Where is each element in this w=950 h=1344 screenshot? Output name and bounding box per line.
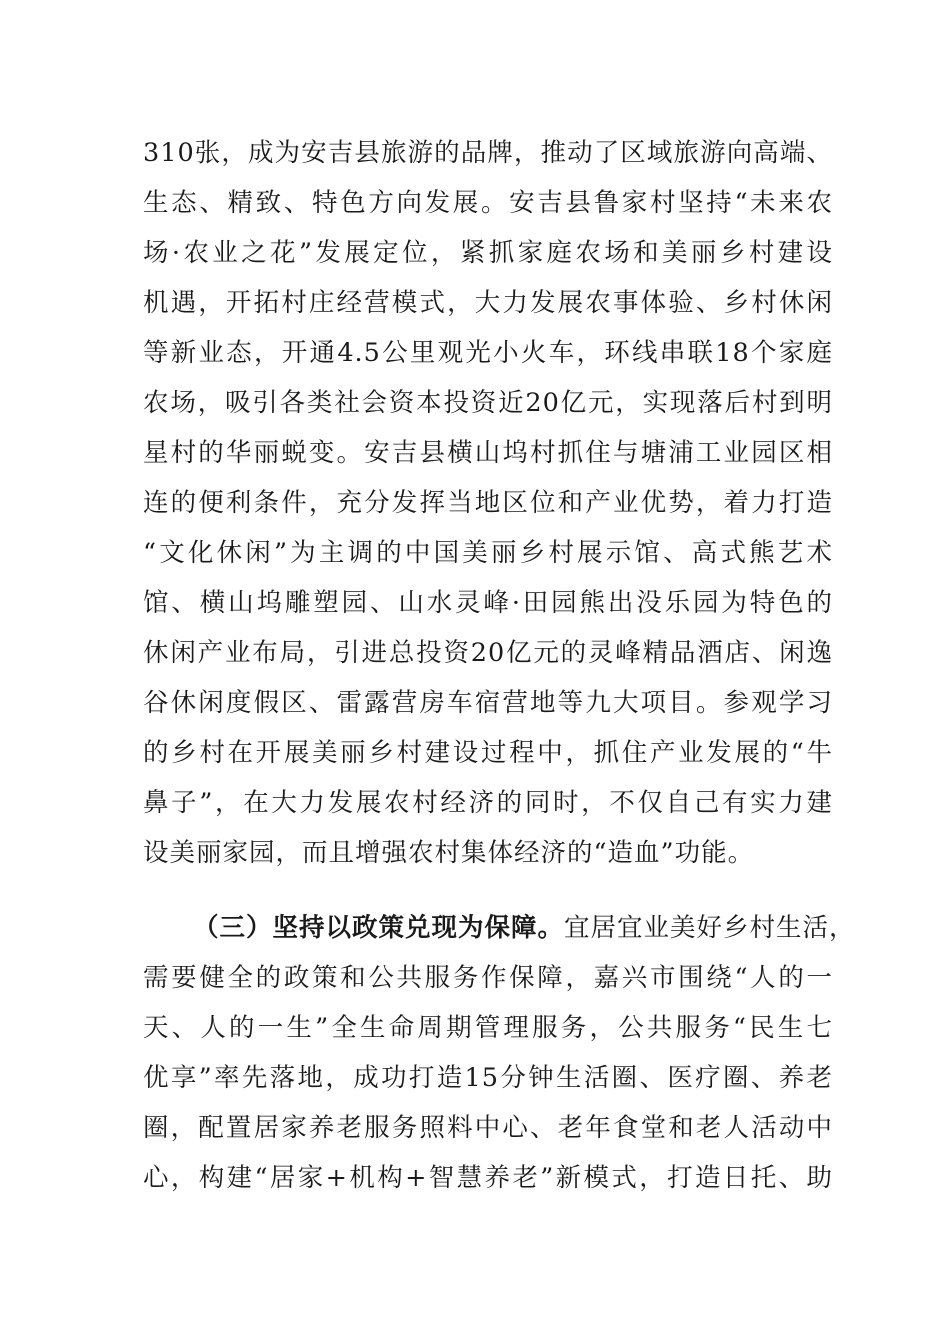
- text-line: 农场，吸引各类社会资本投资近20亿元，实现落后村到明: [143, 388, 833, 418]
- text-line: 等新业态，开通4.5公里观光小火车，环线串联18个家庭: [143, 338, 833, 368]
- section-heading-line: [193, 903, 856, 953]
- text-line: 优享”率先落地，成功打造15分钟生活圈、医疗圈、养老: [143, 1063, 833, 1093]
- text-line: 310张，成为安吉县旅游的品牌，推动了区域旅游向高端、: [143, 138, 833, 168]
- text-line: 设美丽家园，而且增强农村集体经济的“造血”功能。: [143, 838, 755, 868]
- text-line: 馆、横山坞雕塑园、山水灵峰·田园熊出没乐园为特色的: [143, 588, 833, 618]
- text-line: 场·农业之花”发展定位，紧抓家庭农场和美丽乡村建设: [143, 238, 833, 268]
- section-heading: （三）坚持以政策兑现为保障。: [193, 913, 565, 943]
- text-line: 谷休闲度假区、雷露营房车宿营地等九大项目。参观学习: [143, 688, 833, 718]
- text-line: 鼻子”，在大力发展农村经济的同时，不仅自己有实力建: [143, 788, 833, 818]
- text-line: 机遇，开拓村庄经营模式，大力发展农事体验、乡村休闲: [143, 288, 833, 318]
- text-line: 休闲产业布局，引进总投资20亿元的灵峰精品酒店、闲逸: [143, 638, 833, 668]
- text-line: 生态、精致、特色方向发展。安吉县鲁家村坚持“未来农: [143, 188, 833, 218]
- text-line: 圈，配置居家养老服务照料中心、老年食堂和老人活动中: [143, 1113, 833, 1143]
- text-line: 天、人的一生”全生命周期管理服务，公共服务“民生七: [143, 1013, 833, 1043]
- section-heading-continuation: 宜居宜业美好乡村生活，: [564, 913, 856, 943]
- text-line: “文化休闲”为主调的中国美丽乡村展示馆、高式熊艺术: [143, 538, 833, 568]
- text-line: 连的便利条件，充分发挥当地区位和产业优势，着力打造: [143, 488, 833, 518]
- text-line: 的乡村在开展美丽乡村建设过程中，抓住产业发展的“牛: [143, 738, 833, 768]
- text-line: 星村的华丽蜕变。安吉县横山坞村抓住与塘浦工业园区相: [143, 438, 833, 468]
- text-line: 需要健全的政策和公共服务作保障，嘉兴市围绕“人的一: [143, 963, 833, 993]
- text-line: 心，构建“居家+机构+智慧养老”新模式，打造日托、助: [143, 1163, 833, 1193]
